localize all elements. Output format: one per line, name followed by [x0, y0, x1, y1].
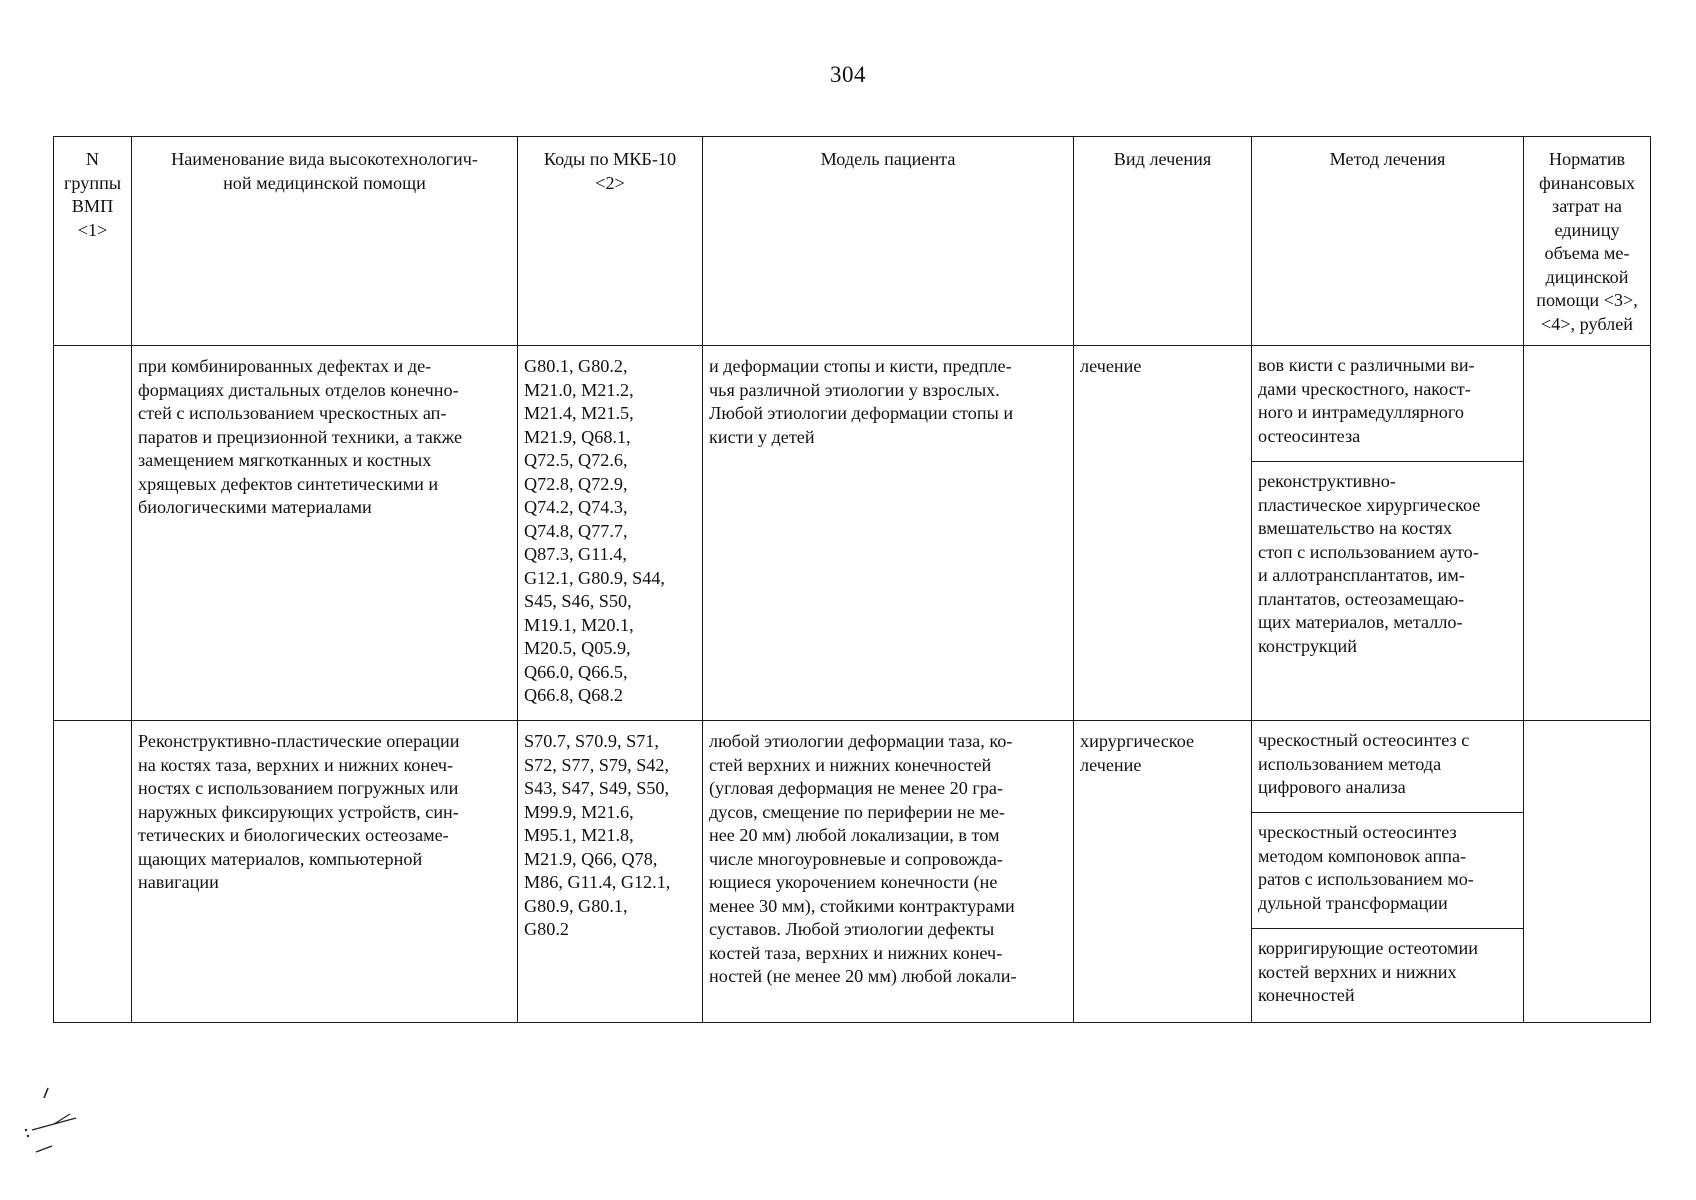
- method-item: корригирующие остеотомии костей верхних и нижних конечностей: [1258, 938, 1478, 1005]
- cell-group-number: [54, 346, 132, 721]
- cell-care-type-name: при комбинированных дефектах и де- формациях дистальных отделов конечно- стей с использованием чрескостных ап- паратов и прецизионной техники, а также замещением мягкотканных и костных хрящевых дефектов синтетическими и биологическими материалами: [132, 346, 518, 721]
- table-row: [54, 346, 1651, 721]
- cell-treatment-methods: [1252, 346, 1524, 721]
- method-item: чрескостный остеосинтез методом компоновок аппа- ратов с использованием мо- дульной трансформации: [1252, 813, 1523, 929]
- scan-pen-mark: [14, 1080, 84, 1160]
- header-group-number: N группы ВМП <1>: [54, 137, 132, 346]
- header-care-type-name: Наименование вида высокотехнологич- ной медицинской помощи: [132, 137, 518, 346]
- cell-icd10-codes: G80.1, G80.2, M21.0, M21.2, M21.4, M21.5, M21.9, Q68.1, Q72.5, Q72.6, Q72.8, Q72.9, Q74.2, Q74.3, Q74.8, Q77.7, Q87.3, G11.4, G12.1, G80.9, S44, S45, S46, S50, M19.1, M20.1, M20.5, Q05.9, Q66.0, Q66.5, Q66.8, Q68.2: [518, 346, 703, 721]
- cell-patient-model: любой этиологии деформации таза, ко- стей верхних и нижних конечностей (угловая деформация не менее 20 гра- дусов, смещение по периферии не ме- нее 20 мм) любой локализации, в том числе многоуровневые и сопровожда- ющиеся укорочением конечности (не менее 30 мм), стойкими контрактурами суставов. Любой этиологии дефекты костей таза, верхних и нижних конеч- ностей (не менее 20 мм) любой локали-: [703, 721, 1074, 1023]
- cell-treatment-type: хирургическое лечение: [1074, 721, 1252, 1023]
- cell-group-number: [54, 721, 132, 1023]
- header-row: [54, 137, 1651, 346]
- header-cost-norm: Норматив финансовых затрат на единицу объема ме- дицинской помощи <3>, <4>, рублей: [1524, 137, 1651, 346]
- header-treatment-method: Метод лечения: [1252, 137, 1524, 346]
- cell-cost-norm: [1524, 346, 1651, 721]
- method-item: вов кисти с различными ви- дами чрескостного, накост- ного и интрамедуллярного остеосинтеза: [1252, 346, 1523, 462]
- cell-icd10-codes: S70.7, S70.9, S71, S72, S77, S79, S42, S43, S47, S49, S50, M99.9, M21.6, M95.1, M21.8, M21.9, Q66, Q78, M86, G11.4, G12.1, G80.9, G80.1, G80.2: [518, 721, 703, 1023]
- header-patient-model: Модель пациента: [703, 137, 1074, 346]
- page-number: 304: [830, 62, 866, 87]
- header-icd10-codes: Коды по МКБ-10 <2>: [518, 137, 703, 346]
- header-treatment-type: Вид лечения: [1074, 137, 1252, 346]
- cell-treatment-methods: [1252, 721, 1524, 1023]
- cell-cost-norm: [1524, 721, 1651, 1023]
- cell-patient-model: и деформации стопы и кисти, предпле- чья различной этиологии у взрослых. Любой этиологии деформации стопы и кисти у детей: [703, 346, 1074, 721]
- cell-treatment-type: лечение: [1074, 346, 1252, 721]
- method-item: реконструктивно- пластическое хирургическое вмешательство на костях стоп с использованием ауто- и аллотрансплантатов, им- плантатов, остеозамещаю- щих материалов, металло- конструкций: [1258, 471, 1481, 656]
- vmp-table: [53, 136, 1651, 1023]
- method-item: чрескостный остеосинтез с использованием метода цифрового анализа: [1252, 721, 1523, 813]
- cell-care-type-name: Реконструктивно-пластические операции на костях таза, верхних и нижних конеч- ностях с использованием погружных или наружных фиксирующих устройств, син- тетических и биологических остеозаме- щающих материалов, компьютерной навигации: [132, 721, 518, 1023]
- table-row: [54, 721, 1651, 1023]
